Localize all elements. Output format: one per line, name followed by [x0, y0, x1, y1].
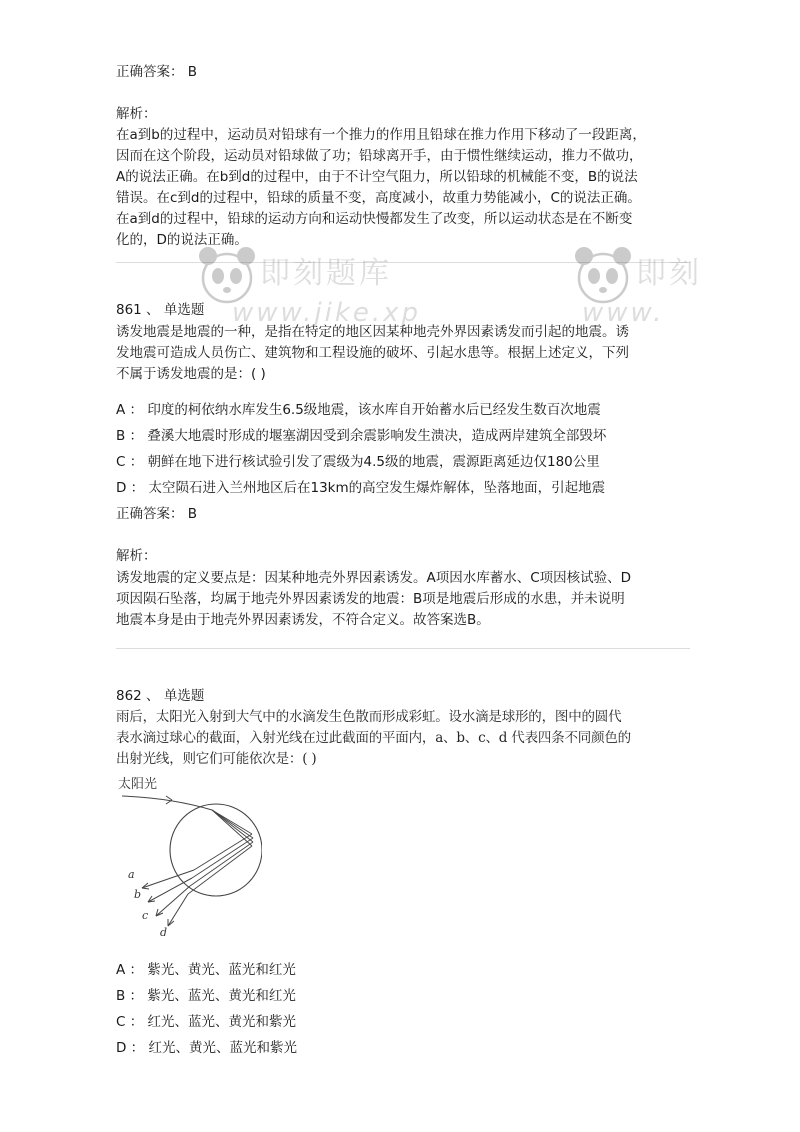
q861-analysis-line: 地震本身是由于地壳外界因素诱发，不符合定义。故答案选B。	[116, 612, 490, 628]
q860-answer: 正确答案： B	[116, 64, 198, 80]
q862-option-a: A ： 紫光、黄光、蓝光和红光	[116, 961, 296, 978]
q861-stem-line: 诱发地震是地震的一种，是指在特定的地区因某种地壳外界因素诱发而引起的地震。诱	[116, 324, 629, 340]
internal-ray	[190, 842, 253, 886]
q860-analysis-line: 错误。在c到d的过程中，铅球的质量不变，高度减小，故重力势能减小，C的说法正确。	[116, 190, 641, 206]
exit-ray-d	[168, 894, 188, 926]
q862-option-c: C ： 红光、蓝光、黄光和紫光	[116, 1013, 297, 1030]
q860-analysis-line: 因而在这个阶段，运动员对铅球做了功；铅球离开手，由于惯性继续运动，推力不做功，	[116, 148, 643, 164]
q862-stem-scan	[116, 707, 692, 770]
q860-analysis-line: 在a到b的过程中，运动员对铅球有一个推力的作用且铅球在推力作用下移动了一段距离，	[116, 127, 646, 143]
q861-option-d: D ： 太空陨石进入兰州地区后在13km的高空发生爆炸解体，坠落地面，引起地震	[116, 479, 606, 496]
q861-option-c: C ： 朝鲜在地下进行核试验引发了震级为4.5级的地震，震源距离延边仅180公里	[116, 453, 600, 470]
panda-logo-icon	[196, 244, 258, 308]
ray-label-c: c	[142, 909, 149, 922]
q861-analysis	[116, 568, 696, 631]
ray-label-d: d	[160, 926, 168, 939]
ray-label-b: b	[134, 888, 142, 901]
q862-stem-line: 表水滴过球心的截面，入射光线在过此截面的平面内，a、b、c、d 代表四条不同颜色的	[116, 730, 631, 746]
q860-analysis-line: 在a到d的过程中，铅球的运动方向和运动快慢都发生了改变，所以运动状态是在不断变	[116, 211, 633, 227]
q861-answer: 正确答案： B	[116, 506, 198, 522]
q861-analysis-line: 诱发地震的定义要点是：因某种地壳外界因素诱发。A项因水库蓄水、C项因核试验、D	[116, 570, 632, 586]
q860-analysis-label: 解析：	[116, 106, 157, 122]
q860-analysis-line: A的说法正确。在b到d的过程中，由于不计空气阻力，所以铅球的机械能不变，B的说法	[116, 169, 638, 185]
q861-stem-line: 发地震可造成人员伤亡、建筑物和工程设施的破坏、引起水患等。根据上述定义，下列	[116, 345, 629, 361]
q862-header: 862 、 单选题	[116, 688, 205, 704]
arrow-d-icon	[168, 919, 174, 926]
watermark-brand-partial: 即刻	[636, 256, 702, 291]
internal-ray	[212, 810, 253, 838]
q861-stem	[116, 322, 696, 385]
q862-option-b: B ： 紫光、蓝光、黄光和红光	[116, 987, 296, 1004]
watermark-brand: 即刻题库	[260, 256, 392, 291]
q862-option-d: D ： 红光、黄光、蓝光和紫光	[116, 1039, 297, 1056]
ray-label-a: a	[128, 868, 135, 881]
q861-analysis-label: 解析：	[116, 548, 157, 564]
q862-stem-line: 出射光线，则它们可能依次是：( )	[116, 751, 317, 767]
internal-ray	[192, 838, 253, 878]
rainbow-droplet-figure	[112, 768, 262, 940]
watermark-url: www.jike.xp	[232, 298, 422, 328]
internal-ray	[188, 846, 252, 894]
q861-stem-line: 不属于诱发地震的是：( )	[116, 366, 266, 382]
q860-analysis	[116, 104, 696, 251]
watermark-url-partial: www.	[582, 298, 665, 328]
q861-option-b: B ： 叠溪大地震时形成的堰塞湖因受到余震影响发生溃决，造成两岸建筑全部毁坏	[116, 427, 607, 444]
panda-logo-icon	[572, 244, 634, 308]
section-divider	[116, 262, 690, 263]
q862-stem-line: 雨后，太阳光入射到大气中的水滴发生色散而形成彩虹。设水滴是球形的，图中的圆代	[116, 709, 622, 725]
q861-header: 861 、 单选题	[116, 302, 205, 318]
exit-ray-c	[156, 886, 190, 916]
q860-analysis-line: 化的，D的说法正确。	[116, 232, 248, 248]
q861-option-a: A ： 印度的柯依纳水库发生6.5级地震，该水库自开始蓄水后已经发生数百次地震	[116, 401, 601, 418]
section-divider	[116, 648, 690, 649]
sun-label: 太阳光	[118, 777, 158, 792]
q861-analysis-line: 项因陨石坠落，均属于地壳外界因素诱发的地震：B项是地震后形成的水患，并未说明	[116, 591, 625, 607]
